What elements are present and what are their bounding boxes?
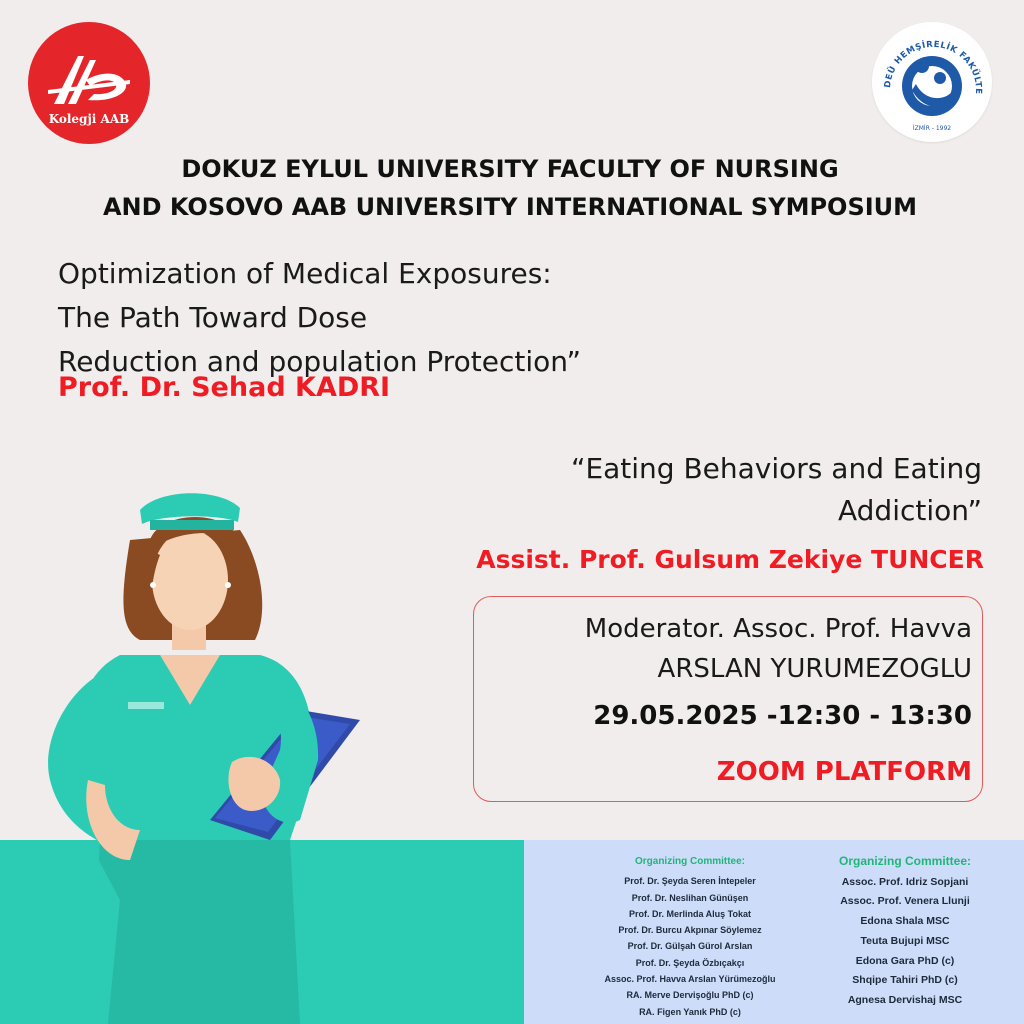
committee-member: Prof. Dr. Neslihan Günüşen xyxy=(631,892,749,903)
deu-founding-text: İZMİR - 1992 xyxy=(912,125,952,132)
committee-member: RA. Merve Dervişoğlu PhD (c) xyxy=(626,990,754,1001)
committee-member: RA. Figen Yanık PhD (c) xyxy=(639,1006,741,1017)
committee-left xyxy=(580,854,800,1020)
aab-logo xyxy=(28,22,150,144)
committee-member: Prof. Dr. Merlinda Aluş Tokat xyxy=(628,908,752,919)
moderator-line1: Moderator. Assoc. Prof. Havva xyxy=(584,614,972,644)
committee-member: Edona Gara PhD (c) xyxy=(855,954,955,967)
talk2-title-line2: Addiction” xyxy=(838,494,982,527)
committee-member: Teuta Bujupi MSC xyxy=(860,934,950,947)
symposium-title-line1: DOKUZ EYLUL UNIVERSITY FACULTY OF NURSING xyxy=(181,155,839,183)
moderator-text xyxy=(492,609,972,689)
aab-emblem-icon xyxy=(48,50,130,110)
deu-ring-text: DEÜ HEMŞİRELİK FAKÜLTE xyxy=(882,39,984,95)
committee-member: Prof. Dr. Şeyda Özbıçakçı xyxy=(635,957,745,968)
talk2-speaker: Assist. Prof. Gulsum Zekiye TUNCER xyxy=(476,545,984,574)
symposium-title-line2: AND KOSOVO AAB UNIVERSITY INTERNATIONAL SYMPOSIUM xyxy=(102,193,918,221)
deu-nursing-logo xyxy=(872,22,992,142)
committee-member: Prof. Dr. Burcu Akpınar Söylemez xyxy=(618,925,762,936)
event-platform: ZOOM PLATFORM xyxy=(716,757,972,787)
symposium-title xyxy=(30,150,1024,226)
committee-member: Prof. Dr. Şeyda Seren İntepeler xyxy=(624,876,756,887)
committee-member: Assoc. Prof. Havva Arslan Yürümezoğlu xyxy=(604,974,776,985)
talk2-title xyxy=(420,448,982,532)
committee-member: Agnesa Dervishaj MSC xyxy=(847,993,963,1006)
event-date: 29.05.2025 -12:30 - 13:30 xyxy=(593,701,972,731)
committee-left-heading: Organizing Committee: xyxy=(634,856,745,867)
talk1-title xyxy=(58,252,818,384)
aab-logo-caption: Kolegji AAB xyxy=(48,112,130,126)
committee-member: Prof. Dr. Gülşah Gürol Arslan xyxy=(627,941,753,952)
talk1-title-line1: Optimization of Medical Exposures: xyxy=(58,257,552,290)
moderator-line2: ARSLAN YURUMEZOGLU xyxy=(657,654,972,684)
talk1-title-line2: The Path Toward Dose xyxy=(58,301,368,334)
committee-member: Assoc. Prof. Idriz Sopjani xyxy=(841,875,969,888)
committee-right-heading: Organizing Committee: xyxy=(838,854,971,868)
talk1-speaker: Prof. Dr. Sehad KADRI xyxy=(58,372,391,403)
committee-member: Shqipe Tahiri PhD (c) xyxy=(852,974,958,987)
committee-right xyxy=(800,852,1010,1011)
talk2-title-line1: “Eating Behaviors and Eating xyxy=(570,452,982,485)
moderator-box xyxy=(473,596,983,802)
committee-member: Edona Shala MSC xyxy=(860,915,950,928)
talk1-title-line3: Reduction and population Protection” xyxy=(58,345,581,378)
nurse-illustration xyxy=(0,480,380,1024)
deu-emblem-icon xyxy=(872,22,992,142)
committee-member: Assoc. Prof. Venera Llunji xyxy=(840,895,970,908)
